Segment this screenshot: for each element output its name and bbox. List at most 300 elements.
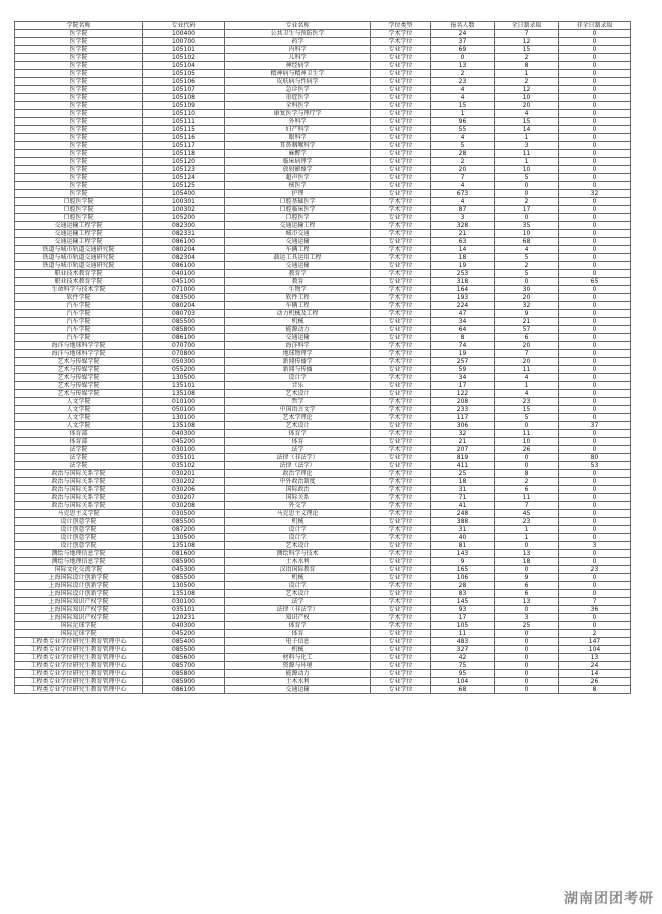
cell-degree-type: 专业学位 <box>371 62 431 70</box>
cell-degree-type: 专业学位 <box>371 678 431 686</box>
header-college: 学院名称 <box>15 22 143 30</box>
cell-college: 医学院 <box>15 102 143 110</box>
table-row <box>15 206 631 214</box>
table-row <box>15 294 631 302</box>
cell-fulltime-admitted: 3 <box>495 142 559 150</box>
cell-parttime-admitted: 0 <box>559 574 631 582</box>
table-row <box>15 582 631 590</box>
cell-parttime-admitted: 26 <box>559 678 631 686</box>
cell-parttime-admitted: 24 <box>559 662 631 670</box>
cell-fulltime-admitted: 1 <box>495 134 559 142</box>
cell-college: 工程类专业学位研究生教育管理中心 <box>15 654 143 662</box>
table-row <box>15 366 631 374</box>
table-row <box>15 166 631 174</box>
cell-parttime-admitted: 0 <box>559 262 631 270</box>
cell-degree-type: 学术学位 <box>371 270 431 278</box>
cell-college: 医学院 <box>15 70 143 78</box>
cell-parttime-admitted: 0 <box>559 54 631 62</box>
cell-applicants: 74 <box>431 342 495 350</box>
cell-degree-type: 学术学位 <box>371 526 431 534</box>
cell-applicants: 15 <box>431 102 495 110</box>
cell-college: 铁道与城市轨道交通研究院 <box>15 254 143 262</box>
cell-major-name: 妇产科学 <box>225 126 371 134</box>
cell-parttime-admitted: 0 <box>559 486 631 494</box>
cell-degree-type: 专业学位 <box>371 174 431 182</box>
cell-fulltime-admitted: 0 <box>495 630 559 638</box>
cell-major-code: 040300 <box>143 622 225 630</box>
cell-fulltime-admitted: 57 <box>495 326 559 334</box>
cell-parttime-admitted: 0 <box>559 478 631 486</box>
cell-major-name: 艺术设计 <box>225 590 371 598</box>
cell-major-name: 软件工程 <box>225 294 371 302</box>
cell-fulltime-admitted: 20 <box>495 294 559 302</box>
header-degree-type: 学位类型 <box>371 22 431 30</box>
cell-degree-type: 专业学位 <box>371 158 431 166</box>
cell-major-code: 100700 <box>143 38 225 46</box>
cell-applicants: 145 <box>431 598 495 606</box>
cell-fulltime-admitted: 0 <box>495 646 559 654</box>
cell-fulltime-admitted: 21 <box>495 318 559 326</box>
cell-degree-type: 学术学位 <box>371 222 431 230</box>
cell-degree-type: 专业学位 <box>371 638 431 646</box>
cell-applicants: 69 <box>431 46 495 54</box>
table-row <box>15 606 631 614</box>
cell-parttime-admitted: 0 <box>559 534 631 542</box>
cell-major-name: 马克思主义理论 <box>225 510 371 518</box>
cell-fulltime-admitted: 0 <box>495 638 559 646</box>
cell-degree-type: 学术学位 <box>371 502 431 510</box>
cell-major-code: 105106 <box>143 78 225 86</box>
cell-parttime-admitted: 0 <box>559 406 631 414</box>
cell-major-name: 中外政治制度 <box>225 478 371 486</box>
table-row <box>15 446 631 454</box>
cell-fulltime-admitted: 15 <box>495 118 559 126</box>
table-row <box>15 422 631 430</box>
cell-college: 工程类专业学位研究生教育管理中心 <box>15 678 143 686</box>
cell-applicants: 4 <box>431 182 495 190</box>
cell-degree-type: 专业学位 <box>371 142 431 150</box>
table-row <box>15 198 631 206</box>
cell-major-name: 法学 <box>225 446 371 454</box>
cell-fulltime-admitted: 0 <box>495 686 559 694</box>
cell-parttime-admitted: 0 <box>559 438 631 446</box>
cell-degree-type: 专业学位 <box>371 462 431 470</box>
cell-applicants: 20 <box>431 166 495 174</box>
cell-major-code: 105102 <box>143 54 225 62</box>
cell-major-name: 公共卫生与预防医学 <box>225 30 371 38</box>
cell-fulltime-admitted: 25 <box>495 622 559 630</box>
cell-major-code: 105200 <box>143 214 225 222</box>
table-row <box>15 614 631 622</box>
cell-applicants: 37 <box>431 38 495 46</box>
table-row <box>15 134 631 142</box>
cell-major-code: 130500 <box>143 374 225 382</box>
cell-applicants: 83 <box>431 590 495 598</box>
cell-college: 汽车学院 <box>15 318 143 326</box>
table-row <box>15 486 631 494</box>
cell-college: 政治与国际关系学院 <box>15 502 143 510</box>
cell-major-name: 法律（非法学） <box>225 454 371 462</box>
cell-parttime-admitted: 0 <box>559 310 631 318</box>
cell-degree-type: 专业学位 <box>371 182 431 190</box>
table-row <box>15 550 631 558</box>
cell-fulltime-admitted: 45 <box>495 510 559 518</box>
cell-degree-type: 学术学位 <box>371 598 431 606</box>
cell-major-name: 车辆工程 <box>225 302 371 310</box>
cell-major-code: 130100 <box>143 414 225 422</box>
table-row <box>15 302 631 310</box>
cell-major-code: 135108 <box>143 542 225 550</box>
cell-college: 医学院 <box>15 110 143 118</box>
cell-fulltime-admitted: 13 <box>495 598 559 606</box>
cell-degree-type: 专业学位 <box>371 166 431 174</box>
cell-applicants: 21 <box>431 230 495 238</box>
cell-parttime-admitted: 3 <box>559 542 631 550</box>
cell-college: 医学院 <box>15 126 143 134</box>
cell-major-code: 082331 <box>143 230 225 238</box>
cell-degree-type: 专业学位 <box>371 566 431 574</box>
header-major-name: 专业名称 <box>225 22 371 30</box>
cell-applicants: 2 <box>431 70 495 78</box>
cell-applicants: 42 <box>431 654 495 662</box>
cell-degree-type: 专业学位 <box>371 102 431 110</box>
cell-major-code: 105104 <box>143 62 225 70</box>
cell-parttime-admitted: 0 <box>559 294 631 302</box>
table-row <box>15 78 631 86</box>
cell-degree-type: 专业学位 <box>371 590 431 598</box>
cell-major-name: 国际政治 <box>225 486 371 494</box>
cell-major-name: 机械 <box>225 318 371 326</box>
cell-major-name: 艺术设计 <box>225 542 371 550</box>
cell-parttime-admitted: 0 <box>559 302 631 310</box>
cell-parttime-admitted: 0 <box>559 38 631 46</box>
cell-fulltime-admitted: 15 <box>495 46 559 54</box>
cell-major-name: 法律（非法学） <box>225 606 371 614</box>
cell-major-name: 教育 <box>225 278 371 286</box>
cell-college: 医学院 <box>15 62 143 70</box>
table-row <box>15 126 631 134</box>
cell-major-name: 政治学理论 <box>225 470 371 478</box>
cell-applicants: 208 <box>431 398 495 406</box>
cell-fulltime-admitted: 7 <box>495 30 559 38</box>
cell-degree-type: 学术学位 <box>371 342 431 350</box>
cell-applicants: 306 <box>431 422 495 430</box>
cell-major-name: 新闻传播学 <box>225 358 371 366</box>
cell-parttime-admitted: 23 <box>559 566 631 574</box>
cell-parttime-admitted: 0 <box>559 158 631 166</box>
cell-degree-type: 专业学位 <box>371 278 431 286</box>
cell-fulltime-admitted: 0 <box>495 566 559 574</box>
cell-major-code: 105124 <box>143 174 225 182</box>
cell-applicants: 3 <box>431 214 495 222</box>
table-row <box>15 110 631 118</box>
cell-fulltime-admitted: 23 <box>495 398 559 406</box>
cell-college: 职业技术教育学院 <box>15 270 143 278</box>
cell-applicants: 23 <box>431 78 495 86</box>
cell-applicants: 165 <box>431 566 495 574</box>
cell-degree-type: 专业学位 <box>371 78 431 86</box>
cell-major-code: 105108 <box>143 94 225 102</box>
cell-degree-type: 专业学位 <box>371 390 431 398</box>
cell-major-name: 康复医学与理疗学 <box>225 110 371 118</box>
cell-college: 政治与国际关系学院 <box>15 470 143 478</box>
table-row <box>15 238 631 246</box>
cell-degree-type: 学术学位 <box>371 246 431 254</box>
cell-major-code: 105101 <box>143 46 225 54</box>
cell-degree-type: 学术学位 <box>371 30 431 38</box>
cell-major-name: 口腔医学 <box>225 214 371 222</box>
cell-applicants: 105 <box>431 622 495 630</box>
cell-college: 口腔医学院 <box>15 214 143 222</box>
cell-college: 工程类专业学位研究生教育管理中心 <box>15 638 143 646</box>
cell-fulltime-admitted: 7 <box>495 502 559 510</box>
cell-major-name: 机械 <box>225 646 371 654</box>
cell-college: 医学院 <box>15 46 143 54</box>
cell-parttime-admitted: 0 <box>559 222 631 230</box>
cell-parttime-admitted: 0 <box>559 214 631 222</box>
cell-parttime-admitted: 0 <box>559 358 631 366</box>
cell-college: 人文学院 <box>15 406 143 414</box>
cell-applicants: 19 <box>431 350 495 358</box>
cell-fulltime-admitted: 9 <box>495 310 559 318</box>
table-row <box>15 46 631 54</box>
cell-fulltime-admitted: 0 <box>495 662 559 670</box>
cell-parttime-admitted: 0 <box>559 126 631 134</box>
cell-degree-type: 专业学位 <box>371 126 431 134</box>
cell-fulltime-admitted: 35 <box>495 222 559 230</box>
cell-parttime-admitted: 0 <box>559 46 631 54</box>
cell-college: 国际文化交流学院 <box>15 566 143 574</box>
cell-degree-type: 专业学位 <box>371 318 431 326</box>
cell-college: 上海国际设计创新学院 <box>15 582 143 590</box>
cell-fulltime-admitted: 2 <box>495 478 559 486</box>
cell-fulltime-admitted: 6 <box>495 582 559 590</box>
cell-applicants: 117 <box>431 414 495 422</box>
cell-applicants: 31 <box>431 526 495 534</box>
cell-major-code: 050300 <box>143 358 225 366</box>
cell-degree-type: 专业学位 <box>371 518 431 526</box>
header-fulltime-admitted: 全日制录取 <box>495 22 559 30</box>
cell-degree-type: 专业学位 <box>371 150 431 158</box>
cell-fulltime-admitted: 10 <box>495 94 559 102</box>
cell-degree-type: 学术学位 <box>371 358 431 366</box>
cell-fulltime-admitted: 2 <box>495 54 559 62</box>
cell-major-code: 085800 <box>143 326 225 334</box>
admissions-table <box>14 21 631 694</box>
cell-fulltime-admitted: 11 <box>495 366 559 374</box>
cell-college: 人文学院 <box>15 398 143 406</box>
table-row <box>15 478 631 486</box>
cell-major-code: 085500 <box>143 646 225 654</box>
cell-major-code: 045300 <box>143 566 225 574</box>
cell-college: 政治与国际关系学院 <box>15 494 143 502</box>
table-row <box>15 590 631 598</box>
table-row <box>15 182 631 190</box>
cell-parttime-admitted: 0 <box>559 238 631 246</box>
cell-fulltime-admitted: 5 <box>495 174 559 182</box>
table-row <box>15 502 631 510</box>
cell-major-code: 100400 <box>143 30 225 38</box>
cell-fulltime-admitted: 0 <box>495 678 559 686</box>
cell-fulltime-admitted: 10 <box>495 166 559 174</box>
cell-fulltime-admitted: 26 <box>495 446 559 454</box>
cell-applicants: 14 <box>431 246 495 254</box>
cell-major-name: 体育 <box>225 630 371 638</box>
cell-college: 工程类专业学位研究生教育管理中心 <box>15 646 143 654</box>
cell-parttime-admitted: 13 <box>559 654 631 662</box>
cell-major-name: 生物学 <box>225 286 371 294</box>
cell-degree-type: 专业学位 <box>371 686 431 694</box>
cell-major-name: 艺术设计 <box>225 390 371 398</box>
table-row <box>15 390 631 398</box>
cell-fulltime-admitted: 4 <box>495 374 559 382</box>
table-row <box>15 254 631 262</box>
cell-applicants: 25 <box>431 470 495 478</box>
cell-applicants: 32 <box>431 430 495 438</box>
table-row <box>15 158 631 166</box>
cell-major-name: 艺术学理论 <box>225 414 371 422</box>
cell-college: 法学院 <box>15 454 143 462</box>
cell-applicants: 95 <box>431 670 495 678</box>
cell-degree-type: 学术学位 <box>371 614 431 622</box>
cell-fulltime-admitted: 13 <box>495 550 559 558</box>
cell-fulltime-admitted: 20 <box>495 358 559 366</box>
cell-college: 汽车学院 <box>15 334 143 342</box>
cell-major-name: 艺术设计 <box>225 422 371 430</box>
cell-applicants: 122 <box>431 390 495 398</box>
cell-degree-type: 专业学位 <box>371 190 431 198</box>
cell-applicants: 2 <box>431 158 495 166</box>
cell-major-name: 设计学 <box>225 534 371 542</box>
cell-college: 国际足球学院 <box>15 630 143 638</box>
table-row <box>15 94 631 102</box>
cell-degree-type: 学术学位 <box>371 286 431 294</box>
table-row <box>15 118 631 126</box>
cell-college: 医学院 <box>15 190 143 198</box>
cell-parttime-admitted: 0 <box>559 230 631 238</box>
cell-parttime-admitted: 0 <box>559 502 631 510</box>
cell-college: 测绘与地理信息学院 <box>15 550 143 558</box>
cell-major-code: 030100 <box>143 598 225 606</box>
cell-degree-type: 学术学位 <box>371 350 431 358</box>
cell-degree-type: 专业学位 <box>371 134 431 142</box>
cell-major-name: 体育 <box>225 438 371 446</box>
cell-major-name: 土木水利 <box>225 558 371 566</box>
cell-major-code: 085800 <box>143 670 225 678</box>
cell-parttime-admitted: 0 <box>559 414 631 422</box>
cell-parttime-admitted: 0 <box>559 614 631 622</box>
cell-fulltime-admitted: 6 <box>495 334 559 342</box>
cell-degree-type: 学术学位 <box>371 406 431 414</box>
cell-major-name: 重症医学 <box>225 94 371 102</box>
cell-major-code: 010100 <box>143 398 225 406</box>
cell-fulltime-admitted: 10 <box>495 230 559 238</box>
table-row <box>15 270 631 278</box>
cell-parttime-admitted: 0 <box>559 94 631 102</box>
cell-degree-type: 专业学位 <box>371 70 431 78</box>
cell-major-name: 急诊医学 <box>225 86 371 94</box>
cell-applicants: 21 <box>431 438 495 446</box>
cell-college: 上海国际知识产权学院 <box>15 614 143 622</box>
cell-degree-type: 专业学位 <box>371 326 431 334</box>
cell-major-code: 082304 <box>143 254 225 262</box>
cell-fulltime-admitted: 1 <box>495 158 559 166</box>
cell-parttime-admitted: 0 <box>559 318 631 326</box>
cell-major-name: 口腔基础医学 <box>225 198 371 206</box>
table-row <box>15 86 631 94</box>
cell-degree-type: 学术学位 <box>371 478 431 486</box>
cell-degree-type: 学术学位 <box>371 230 431 238</box>
cell-college: 医学院 <box>15 78 143 86</box>
cell-major-name: 临床病理学 <box>225 158 371 166</box>
cell-applicants: 104 <box>431 678 495 686</box>
cell-college: 软件学院 <box>15 294 143 302</box>
cell-degree-type: 专业学位 <box>371 630 431 638</box>
cell-college: 医学院 <box>15 94 143 102</box>
cell-major-code: 030500 <box>143 510 225 518</box>
cell-college: 职业技术教育学院 <box>15 278 143 286</box>
cell-major-code: 086100 <box>143 262 225 270</box>
cell-college: 法学院 <box>15 446 143 454</box>
table-row <box>15 30 631 38</box>
cell-major-code: 105107 <box>143 86 225 94</box>
cell-major-code: 085700 <box>143 662 225 670</box>
cell-applicants: 28 <box>431 582 495 590</box>
cell-major-code: 085900 <box>143 558 225 566</box>
cell-degree-type: 学术学位 <box>371 494 431 502</box>
cell-college: 人文学院 <box>15 414 143 422</box>
cell-fulltime-admitted: 30 <box>495 286 559 294</box>
cell-major-name: 护理 <box>225 190 371 198</box>
cell-degree-type: 专业学位 <box>371 262 431 270</box>
cell-degree-type: 学术学位 <box>371 534 431 542</box>
cell-college: 海洋与地球科学学院 <box>15 350 143 358</box>
cell-degree-type: 专业学位 <box>371 662 431 670</box>
cell-fulltime-admitted: 15 <box>495 406 559 414</box>
cell-applicants: 24 <box>431 30 495 38</box>
cell-college: 国际足球学院 <box>15 622 143 630</box>
cell-applicants: 17 <box>431 614 495 622</box>
cell-college: 汽车学院 <box>15 310 143 318</box>
cell-fulltime-admitted: 2 <box>495 262 559 270</box>
cell-major-name: 城市交通 <box>225 230 371 238</box>
cell-college: 上海国际知识产权学院 <box>15 598 143 606</box>
cell-degree-type: 专业学位 <box>371 334 431 342</box>
watermark-text: 湖南团团考研 <box>564 891 654 907</box>
cell-applicants: 193 <box>431 294 495 302</box>
cell-parttime-admitted: 0 <box>559 62 631 70</box>
cell-major-name: 儿科学 <box>225 54 371 62</box>
cell-fulltime-admitted: 4 <box>495 110 559 118</box>
cell-parttime-admitted: 2 <box>559 630 631 638</box>
cell-major-code: 085900 <box>143 678 225 686</box>
cell-major-code: 105105 <box>143 70 225 78</box>
cell-college: 政治与国际关系学院 <box>15 478 143 486</box>
cell-degree-type: 专业学位 <box>371 118 431 126</box>
cell-college: 交通运输工程学院 <box>15 238 143 246</box>
cell-fulltime-admitted: 0 <box>495 454 559 462</box>
table-row <box>15 230 631 238</box>
cell-major-code: 050100 <box>143 406 225 414</box>
cell-parttime-admitted: 0 <box>559 398 631 406</box>
cell-parttime-admitted: 0 <box>559 510 631 518</box>
cell-college: 艺术与传媒学院 <box>15 382 143 390</box>
cell-major-code: 085500 <box>143 518 225 526</box>
table-row <box>15 62 631 70</box>
cell-major-code: 085600 <box>143 654 225 662</box>
cell-major-name: 交通运输 <box>225 334 371 342</box>
cell-fulltime-admitted: 11 <box>495 494 559 502</box>
